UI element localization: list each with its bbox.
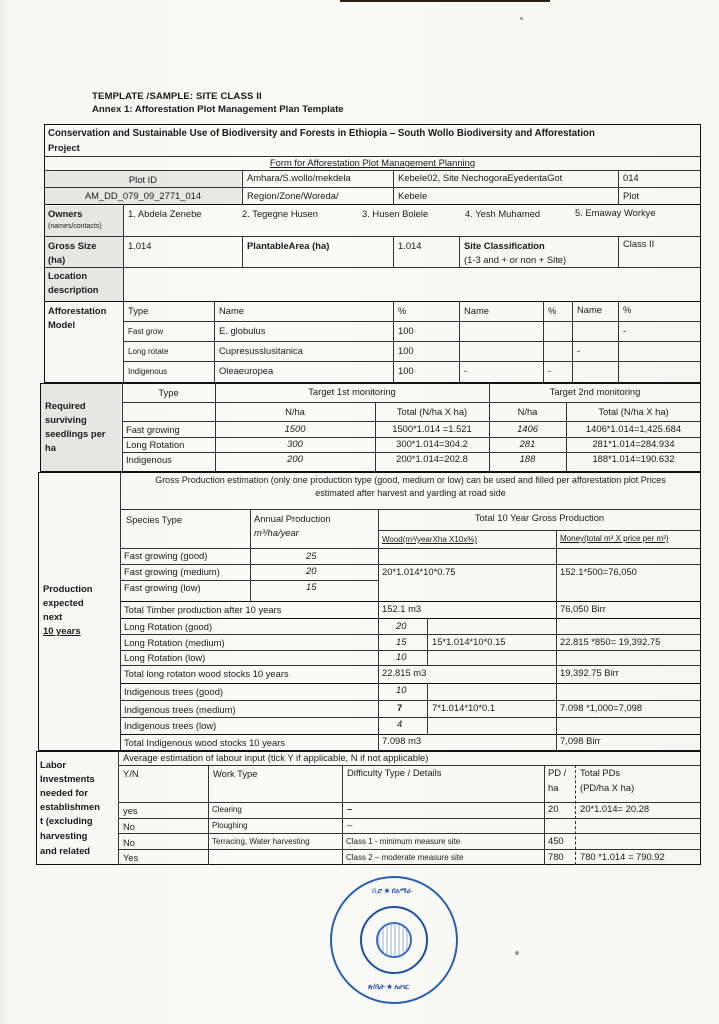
plot-number-value: 014 — [623, 172, 639, 183]
money-header: Money(total m³ X price per m³) — [560, 534, 669, 543]
model-header-type: Type — [128, 305, 149, 316]
owner-2: 2. Tegegne Husen — [242, 208, 318, 219]
plot-id-label: Plot ID — [128, 174, 158, 185]
labor-row-pd: 450 — [548, 835, 564, 846]
seedling-row-t1: 200*1.014=202.8 — [396, 453, 468, 464]
labor-header-total: Total PDs — [580, 767, 621, 778]
fast-good-type: Fast growing (good) — [124, 550, 208, 561]
divider — [378, 530, 701, 531]
labor-header-work: Work Type — [213, 768, 258, 779]
region-value: Amhara/S.wollo/mekdela — [247, 172, 351, 183]
stamp-emblem-icon — [376, 922, 412, 958]
labor-row-work: Ploughing — [212, 821, 248, 830]
stamp-text-top: ቢሮ ★ በአማራ — [372, 888, 412, 895]
long-low-annual: 10 — [396, 651, 407, 662]
divider — [120, 634, 701, 635]
model-row-pct: 100 — [398, 325, 414, 336]
divider — [459, 301, 460, 383]
production-label: expected — [43, 597, 84, 608]
long-medium-wood: 15*1.014*10*0.15 — [432, 636, 506, 647]
seedling-row-type: Indigenous — [126, 454, 172, 465]
divider — [543, 301, 544, 383]
template-title: TEMPLATE /SAMPLE: SITE CLASS II — [92, 91, 262, 102]
model-row-name-3: - — [577, 345, 581, 356]
divider — [544, 765, 545, 865]
divider — [618, 170, 619, 205]
divider — [459, 236, 460, 267]
fast-low-annual: 15 — [306, 581, 317, 592]
indig-total-wood: 7.098 m3 — [382, 735, 422, 746]
annual-production-unit: m³/ha/year — [254, 527, 299, 538]
indig-medium-type: Indigenous trees (medium) — [124, 704, 236, 715]
labor-label: harvesting — [40, 830, 88, 841]
indig-total-money: 7,098 Birr — [560, 735, 601, 746]
divider — [120, 683, 701, 684]
owner-3: 3. Husen Bolele — [362, 208, 429, 219]
labor-header-total-2: (PD/ha X ha) — [580, 782, 635, 793]
divider — [120, 618, 701, 619]
divider — [214, 301, 215, 383]
labor-row-work: Clearing — [212, 805, 242, 814]
labor-row-yn: No — [123, 837, 135, 848]
divider — [120, 564, 701, 565]
divider — [120, 700, 701, 701]
fast-low-type: Fast growing (low) — [124, 582, 201, 593]
owners-label: Owners — [48, 208, 83, 219]
long-total-money: 19,392.75 Birr — [560, 667, 619, 678]
labor-label: Labor — [40, 759, 67, 770]
indig-low-type: Indigenous trees (low) — [124, 720, 217, 731]
labor-row-difficulty: Class 1 - minimum measure site — [346, 837, 461, 846]
divider — [572, 301, 573, 383]
nha-header-2: N/ha — [517, 406, 538, 417]
long-medium-money: 22.815 *850= 19,392.75 — [560, 636, 661, 647]
divider — [250, 509, 251, 602]
labor-note: Average estimation of labour input (tick Y if applicable, N if not applicable) — [123, 752, 429, 763]
model-label: Afforestation — [48, 305, 107, 316]
kebele-label: Kebele — [398, 190, 428, 201]
seedling-row-n2: 281 — [519, 438, 536, 449]
gross-size-unit: (ha) — [48, 254, 66, 265]
plantable-area-value: 1.014 — [398, 240, 422, 251]
indig-good-type: Indigenous trees (good) — [124, 686, 224, 697]
labor-header-pd: PD / — [548, 767, 567, 778]
fast-medium-money: 152.1*500=76,050 — [560, 566, 637, 577]
divider — [120, 601, 701, 602]
production-label: 10 years — [43, 625, 81, 636]
seedlings-label: ha — [45, 442, 56, 453]
indig-medium-money: 7.098 *1,000=7,098 — [560, 702, 643, 713]
labor-row-yn: Yes — [123, 852, 139, 863]
divider — [393, 301, 394, 383]
seedling-row-t1: 1500*1.014 =1.521 — [392, 423, 472, 434]
long-total-label: Total long rotaton wood stocks 10 years — [124, 668, 289, 679]
long-medium-annual: 15 — [396, 636, 407, 647]
divider — [427, 618, 428, 666]
scan-edge-mark — [340, 0, 550, 2]
site-classification-value: Class II — [623, 238, 655, 249]
project-title-line1: Conservation and Sustainable Use of Biodiversity and Forests in Ethiopia – South Wollo Biodiversity and Afforestation — [48, 128, 595, 139]
divider — [393, 236, 394, 267]
scan-speck — [515, 951, 519, 955]
target-1-header: Target 1st monitoring — [308, 386, 396, 397]
total-header-2: Total (N/ha X ha) — [598, 406, 669, 417]
fast-total-money: 76,050 Birr — [560, 603, 606, 614]
divider — [242, 236, 243, 267]
labor-header-yn: Y/N — [123, 768, 139, 779]
fast-total-label: Total Timber production after 10 years — [124, 604, 282, 615]
model-row-pct-2: - — [548, 365, 552, 376]
labor-label: t (excluding — [40, 815, 93, 826]
divider — [44, 204, 701, 205]
labor-header-difficulty: Difficulty Type / Details — [347, 767, 442, 778]
owners-sublabel: (names/contacts) — [48, 223, 102, 230]
divider — [44, 301, 701, 302]
model-row-pct: 100 — [398, 345, 414, 356]
divider — [378, 509, 379, 751]
production-label: next — [43, 611, 63, 622]
seedling-row-type: Fast growing — [126, 424, 180, 435]
long-total-wood: 22.815 m3 — [382, 667, 427, 678]
labor-row-difficulty: – — [347, 803, 353, 814]
indig-total-label: Total Indigenous wood stocks 10 years — [124, 737, 286, 748]
fast-good-annual: 25 — [306, 550, 317, 561]
divider — [118, 818, 701, 819]
total-header-1: Total (N/ha X ha) — [396, 406, 468, 417]
wood-header: Wood(m³/yearXha X10x%) — [382, 535, 477, 544]
seedling-row-t2: 1406*1.014=1,425.684 — [585, 423, 682, 434]
labor-row-pd: 20 — [548, 803, 559, 814]
divider — [123, 301, 124, 383]
divider — [393, 170, 394, 205]
divider — [44, 267, 701, 268]
owner-4: 4. Yesh Muhamed — [465, 208, 541, 219]
labor-label: establishmen — [40, 801, 100, 812]
indig-medium-annual: 7 — [397, 702, 403, 713]
gross-size-label: Gross Size — [48, 240, 97, 251]
divider — [44, 236, 701, 237]
labor-label: Investments — [40, 773, 95, 784]
model-header-pct-1: % — [398, 305, 407, 316]
total-10-year-header: Total 10 Year Gross Production — [474, 512, 605, 523]
model-header-name-3: Name — [577, 304, 603, 315]
divider — [118, 765, 701, 766]
divider — [123, 361, 701, 362]
divider — [120, 580, 378, 581]
owner-5: 5. Emaway Workye — [575, 207, 656, 218]
divider — [118, 751, 119, 865]
labor-row-work: Terracing, Water harvesting — [212, 837, 310, 846]
indig-good-annual: 10 — [396, 684, 407, 695]
stamp-text-bottom: ጽ/ቤት ★ ለሀገር — [368, 984, 410, 991]
fast-total-wood: 152.1 m3 — [382, 603, 422, 614]
labor-row-yn: No — [123, 821, 135, 832]
seedling-row-t1: 300*1.014=304.2 — [396, 438, 468, 449]
divider — [122, 402, 701, 403]
seedlings-label: Required — [45, 400, 86, 411]
divider — [427, 683, 428, 735]
model-header-pct-3: % — [623, 304, 632, 315]
seedling-row-type: Long Rotation — [126, 439, 185, 450]
divider — [122, 421, 701, 422]
scan-speck — [520, 17, 523, 20]
form-title: Form for Afforestation Plot Management Planning — [269, 157, 476, 168]
indig-medium-wood: 7*1.014*10*0.1 — [432, 702, 496, 713]
model-row-pct-3: - — [623, 325, 627, 336]
annual-production-header: Annual Production — [254, 513, 331, 524]
labor-label: needed for — [40, 787, 88, 798]
divider — [120, 665, 701, 666]
long-good-annual: 20 — [396, 620, 407, 631]
divider — [123, 341, 701, 342]
divider — [618, 301, 619, 383]
target-2-header: Target 2nd monitoring — [549, 386, 641, 397]
site-classification-label: Site Classification — [464, 240, 545, 251]
long-medium-type: Long Rotation (medium) — [124, 637, 225, 648]
divider — [118, 833, 701, 834]
seedlings-type-header: Type — [158, 387, 179, 398]
seedling-row-n2: 188 — [519, 453, 536, 464]
stamp-inner-ring — [360, 906, 428, 974]
project-title-line2: Project — [48, 142, 80, 153]
production-note-1: Gross Production estimation (only one production type (good, medium or low) can be used and filled per afforestation plot Prices — [155, 475, 666, 485]
fast-medium-type: Fast growing (medium) — [124, 566, 220, 577]
annex-title: Annex 1: Afforestation Plot Management Plan Template — [92, 104, 344, 115]
divider — [120, 650, 701, 651]
model-row-type: Fast grow — [128, 327, 164, 336]
indig-low-annual: 4 — [397, 718, 403, 729]
production-note-2: estimated after harvest and yarding at road side — [315, 488, 506, 498]
model-header-pct-2: % — [548, 305, 557, 316]
model-row-type: Long rotate — [128, 347, 169, 356]
region-label: Region/Zone/Woreda/ — [247, 190, 339, 201]
divider — [575, 765, 576, 865]
long-low-type: Long Rotation (low) — [124, 652, 206, 663]
divider — [120, 717, 701, 718]
divider — [120, 509, 701, 510]
long-good-type: Long Rotation (good) — [124, 621, 213, 632]
divider — [123, 321, 701, 322]
gross-size-value: 1.014 — [128, 240, 152, 251]
plantable-area-label: PlantableArea (ha) — [247, 240, 330, 251]
labor-header-pd-2: ha — [548, 782, 559, 793]
model-row-name: E. globulus — [219, 325, 266, 336]
seedling-row-n1: 1500 — [284, 423, 306, 434]
official-stamp — [330, 876, 458, 1004]
divider — [118, 849, 701, 850]
model-row-name-2: - — [464, 365, 468, 376]
model-row-pct: 100 — [398, 365, 414, 376]
seedling-row-n1: 200 — [287, 453, 303, 464]
divider — [123, 205, 124, 301]
model-header-name-2: Name — [464, 305, 490, 316]
divider — [618, 236, 619, 267]
labor-row-pd: 780 — [548, 851, 564, 862]
labor-row-total: 780 *1.014 = 790.92 — [580, 851, 665, 862]
labor-row-yn: yes — [123, 805, 138, 816]
seedlings-label: seedlings per — [45, 428, 106, 439]
labor-row-difficulty: Class 2 – moderate measure site — [346, 853, 464, 862]
nha-header-1: N/ha — [285, 406, 305, 417]
owner-1: 1. Abdela Zenebe — [128, 208, 202, 219]
seedlings-label: surviving — [45, 414, 87, 425]
seedling-row-n2: 1406 — [517, 423, 538, 434]
kebele-value: Kebele02, Site NechogoraEyedentaGot — [398, 172, 563, 183]
labor-label: and related — [40, 845, 91, 856]
divider — [120, 548, 701, 549]
seedling-row-t2: 188*1.014=190.632 — [592, 453, 675, 464]
divider — [242, 170, 243, 205]
location-label-2: description — [48, 284, 99, 295]
divider — [120, 472, 121, 751]
divider — [342, 765, 343, 865]
model-row-name: Cupresusslusitanica — [219, 345, 303, 356]
seedling-row-t2: 281*1.014=284.934 — [592, 438, 675, 449]
labor-row-total: 20*1.014= 20.28 — [580, 803, 650, 814]
species-type-header: Species Type — [126, 514, 183, 525]
labor-row-difficulty: – — [347, 819, 353, 830]
plot-id-value: AM_DD_079_09_2771_014 — [84, 190, 202, 201]
model-row-type: Indigenous — [128, 367, 168, 376]
seedling-row-n1: 300 — [287, 438, 303, 449]
plot-label: Plot — [623, 190, 640, 201]
fast-medium-annual: 20 — [306, 565, 317, 576]
model-label-2: Model — [48, 319, 76, 330]
location-label: Location — [48, 270, 88, 281]
divider — [44, 187, 701, 188]
model-row-name: Oleaeuropea — [219, 365, 274, 376]
production-label: Production — [43, 583, 93, 594]
site-classification-hint: (1-3 and + or non + Site) — [464, 254, 567, 265]
model-header-name-1: Name — [219, 305, 245, 316]
divider — [208, 765, 209, 865]
fast-medium-wood: 20*1.014*10*0.75 — [382, 566, 456, 577]
